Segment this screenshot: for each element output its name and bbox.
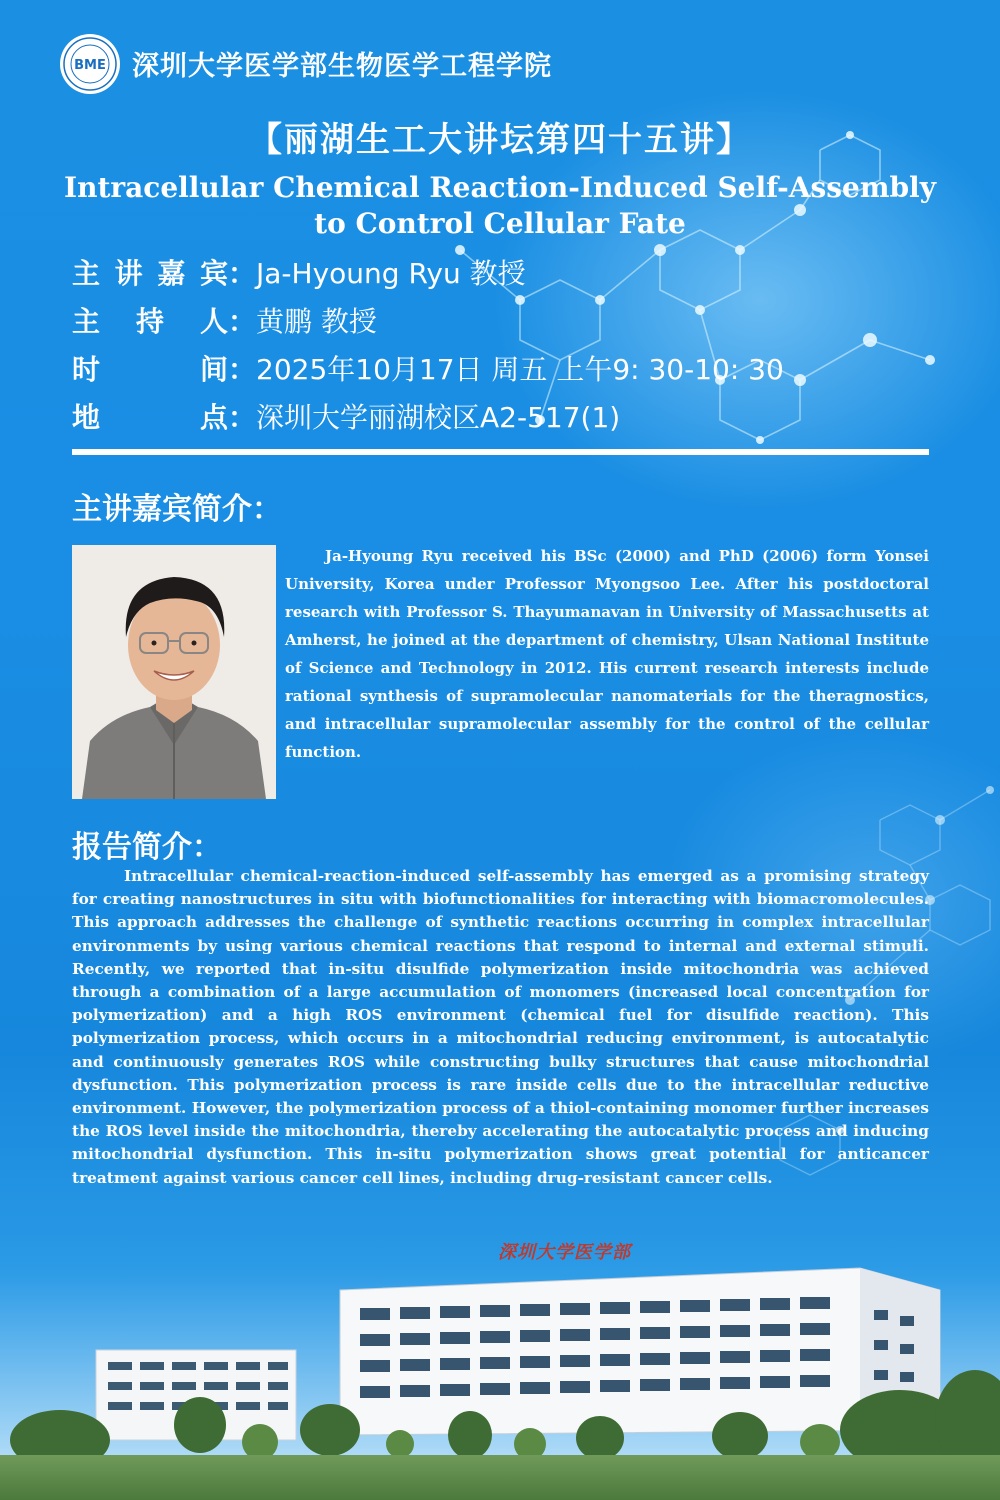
time-value: 2025年10月17日 周五 上午9: 30-10: 30 [256, 353, 784, 386]
divider [72, 449, 929, 455]
logo-text: BME [74, 58, 106, 73]
abstract-heading: 报告简介： [72, 830, 222, 865]
speaker-value: Ja-Hyoung Ryu 教授 [256, 257, 526, 290]
talk-title [40, 170, 960, 242]
talk-title-line-2: to Control Cellular Fate [314, 207, 686, 240]
time-label: 时 间 [72, 353, 228, 386]
bio-heading: 主讲嘉宾简介： [72, 492, 282, 527]
bio-text: Ja-Hyoung Ryu received his BSc (2000) and PhD (2006) form Yonsei University, Korea under Professor Myongsoo Lee. After his postdoctoral research with Professor S. Thayumanavan in University of Massachusetts at Amherst, he joined at the department of chemistry, Ulsan National Institute of Science and Technology in 2012. His current research interests include rational synthesis of supramolecular nanomaterials for the theragnostics, and intracellular supramolecular assembly for the control of the cellular function. [285, 547, 929, 761]
speaker-colon: ： [228, 257, 257, 290]
host-value: 黄鹏 教授 [256, 305, 377, 338]
talk-title-line-1: Intracellular Chemical Reaction-Induced Self-Assembly [64, 171, 936, 204]
time-colon: ： [228, 353, 257, 386]
speaker-label: 主讲嘉宾 [72, 257, 228, 290]
place-label: 地 点 [72, 401, 228, 434]
abstract-text: Intracellular chemical-reaction-induced self-assembly has emerged as a promising strategy for creating nanostructures in situ with biofunctionalities for interacting with biomacromolecules. This approach addresses the challenge of synthetic reactions occurring in complex intracellular environments by using various chemical reactions that respond to internal and external stimuli. Recently, we reported that in-situ disulfide polymerization inside mitochondria was achieved through a combination of a large accumulation of monomers (increased local concentration for polymerization) and a high ROS environment (chemical fuel for disulfide reaction). This polymerization process, which occurs in a mitochondrial reducing environment, is autocatalytic and continuously generates ROS while constructing bulky structures that cause mitochondrial dysfunction. This polymerization process is rare inside cells due to the intracellular reductive environment. However, the polymerization process of a thiol-containing monomer further increases the ROS level inside the mitochondria, thereby accelerating the autocatalytic process and inducing mitochondrial dysfunction. This in-situ polymerization shows great potential for anticancer treatment against various cancer cell lines, including drug-resistant cancer cells. [72, 867, 929, 1187]
building-sign: 深圳大学医学部 [498, 1242, 631, 1263]
speaker-portrait-icon [72, 545, 276, 799]
place-value: 深圳大学丽湖校区A2-517(1) [256, 401, 621, 434]
host-colon: ： [228, 305, 257, 338]
speaker-photo [72, 545, 276, 799]
place-row [72, 396, 620, 436]
host-label: 主 持 人 [72, 305, 228, 338]
school-name: 深圳大学医学部生物医学工程学院 [132, 51, 552, 82]
place-colon: ： [228, 401, 257, 434]
time-row [72, 348, 784, 388]
campus-building-image [0, 1230, 1000, 1500]
series-title: 【丽湖生工大讲坛第四十五讲】 [248, 120, 752, 160]
host-row [72, 300, 377, 340]
speaker-row [72, 252, 526, 292]
school-logo-icon [58, 32, 122, 96]
